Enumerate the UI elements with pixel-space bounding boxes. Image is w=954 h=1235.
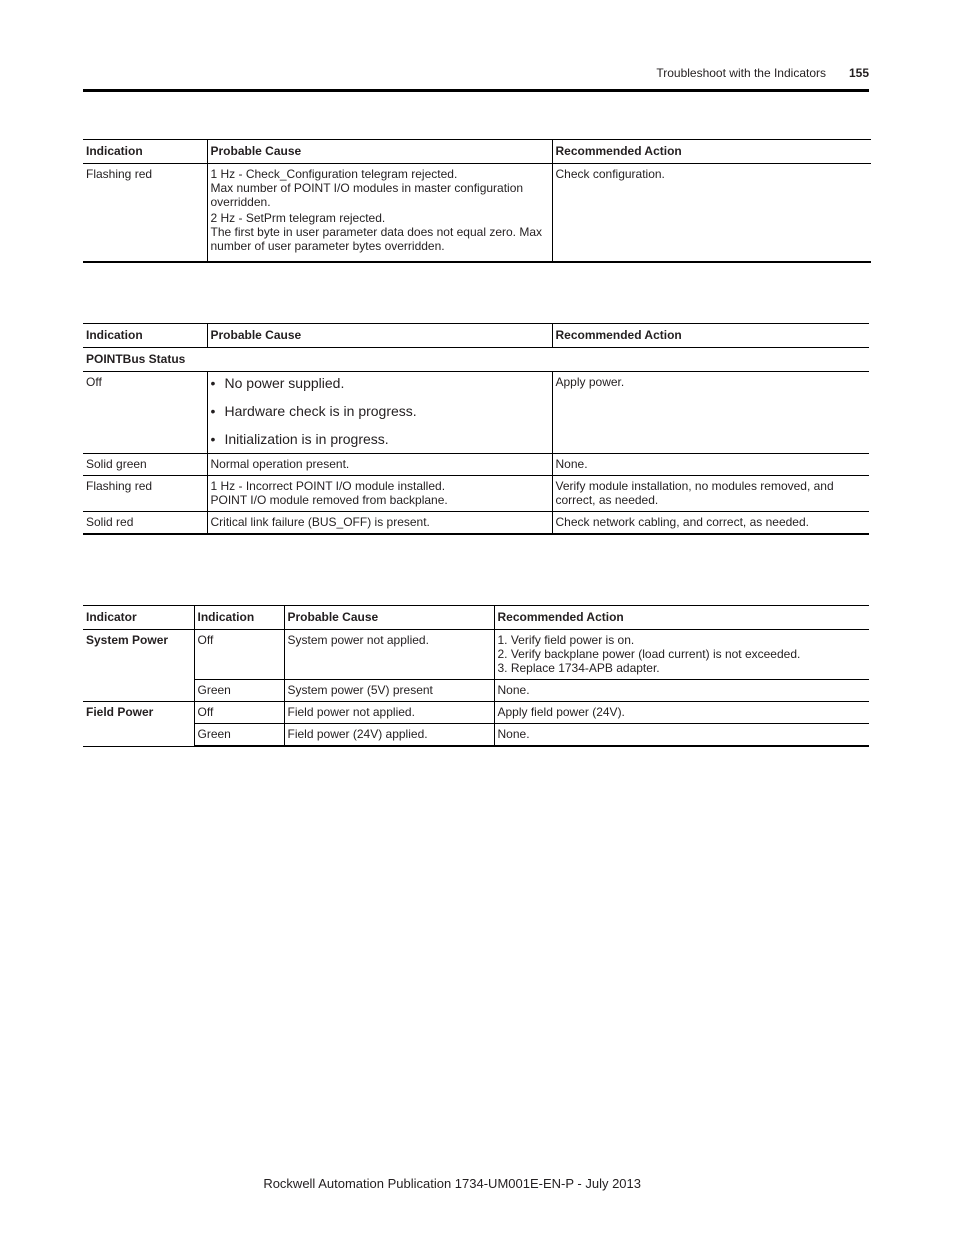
recommended-action-cell: None. bbox=[494, 680, 869, 702]
list-item: • Hardware check is in progress. bbox=[211, 403, 549, 419]
list-item: • Initialization is in progress. bbox=[211, 431, 549, 447]
table-row bbox=[83, 454, 869, 476]
column-header-indication: Indication bbox=[83, 324, 207, 348]
recommended-action-cell: Verify module installation, no modules removed, and correct, as needed. bbox=[552, 476, 869, 512]
indicator-cell-field-power: Field Power bbox=[83, 702, 194, 747]
column-header-recommended-action: Recommended Action bbox=[552, 324, 869, 348]
table-row bbox=[83, 372, 869, 454]
recommended-action-cell: 1. Verify field power is on. 2. Verify backplane power (load current) is not exceeded. 3. Replace 1734-APB adapter. bbox=[494, 630, 869, 680]
indication-cell: Off bbox=[83, 372, 207, 454]
recommended-action-cell: Apply field power (24V). bbox=[494, 702, 869, 724]
column-header-probable-cause: Probable Cause bbox=[207, 324, 552, 348]
recommended-action-cell: Apply power. bbox=[552, 372, 869, 454]
section-title-pointbus-status: POINTBus Status bbox=[83, 348, 869, 372]
column-header-probable-cause: Probable Cause bbox=[284, 606, 494, 630]
table-row bbox=[83, 164, 871, 263]
indication-cell: Flashing red bbox=[83, 476, 207, 512]
page-number: 155 bbox=[848, 66, 869, 80]
table-power-indicators bbox=[83, 605, 869, 747]
recommended-action-cell: None. bbox=[494, 724, 869, 747]
table-header-row bbox=[83, 324, 869, 348]
indication-cell: Off bbox=[194, 630, 284, 680]
list-item: • No power supplied. bbox=[211, 375, 549, 391]
probable-cause-cell bbox=[207, 372, 552, 454]
column-header-indication: Indication bbox=[194, 606, 284, 630]
probable-cause-cell: Field power not applied. bbox=[284, 702, 494, 724]
indication-cell: Solid green bbox=[83, 454, 207, 476]
probable-cause-cell: 1 Hz - Incorrect POINT I/O module installed. POINT I/O module removed from backplane. bbox=[207, 476, 552, 512]
probable-cause-cell: System power not applied. bbox=[284, 630, 494, 680]
probable-cause-cell: Critical link failure (BUS_OFF) is present. bbox=[207, 512, 552, 535]
table-header-row bbox=[83, 140, 871, 164]
table-row bbox=[83, 680, 869, 702]
column-header-indication: Indication bbox=[83, 140, 207, 164]
table-row bbox=[83, 702, 869, 724]
indication-cell: Solid red bbox=[83, 512, 207, 535]
publication-footer: Rockwell Automation Publication 1734-UM001E-EN-P - July 2013 bbox=[263, 1176, 641, 1191]
probable-cause-cell: Normal operation present. bbox=[207, 454, 552, 476]
recommended-action-cell: None. bbox=[552, 454, 869, 476]
indication-cell: Flashing red bbox=[83, 164, 207, 263]
cause-text: 2 Hz - SetPrm telegram rejected. The first byte in user parameter data does not equal zero. Max number of user parameter bytes overridden. bbox=[210, 211, 543, 253]
column-header-probable-cause: Probable Cause bbox=[207, 140, 552, 164]
recommended-action-cell: Check network cabling, and correct, as needed. bbox=[552, 512, 869, 535]
table-row bbox=[83, 724, 869, 747]
table-diagnostic-status bbox=[83, 139, 871, 263]
table-row bbox=[83, 476, 869, 512]
table-header-row bbox=[83, 606, 869, 630]
header-rule bbox=[83, 89, 869, 92]
recommended-action-cell: Check configuration. bbox=[552, 164, 871, 263]
cause-text: 1 Hz - Check_Configuration telegram rejected. Max number of POINT I/O modules in master configuration overridden. bbox=[210, 167, 524, 209]
table-row bbox=[83, 630, 869, 680]
indicator-cell-system-power: System Power bbox=[83, 630, 194, 702]
running-header-title: Troubleshoot with the Indicators bbox=[656, 66, 826, 80]
indication-cell: Green bbox=[194, 724, 284, 747]
cause-bullet-list bbox=[211, 375, 549, 447]
indication-cell: Green bbox=[194, 680, 284, 702]
probable-cause-cell bbox=[207, 164, 552, 263]
probable-cause-cell: Field power (24V) applied. bbox=[284, 724, 494, 747]
probable-cause-cell: System power (5V) present bbox=[284, 680, 494, 702]
column-header-recommended-action: Recommended Action bbox=[552, 140, 871, 164]
table-row bbox=[83, 512, 869, 535]
column-header-indicator: Indicator bbox=[83, 606, 194, 630]
indication-cell: Off bbox=[194, 702, 284, 724]
table-pointbus-status bbox=[83, 323, 869, 535]
section-row bbox=[83, 348, 869, 372]
column-header-recommended-action: Recommended Action bbox=[494, 606, 869, 630]
